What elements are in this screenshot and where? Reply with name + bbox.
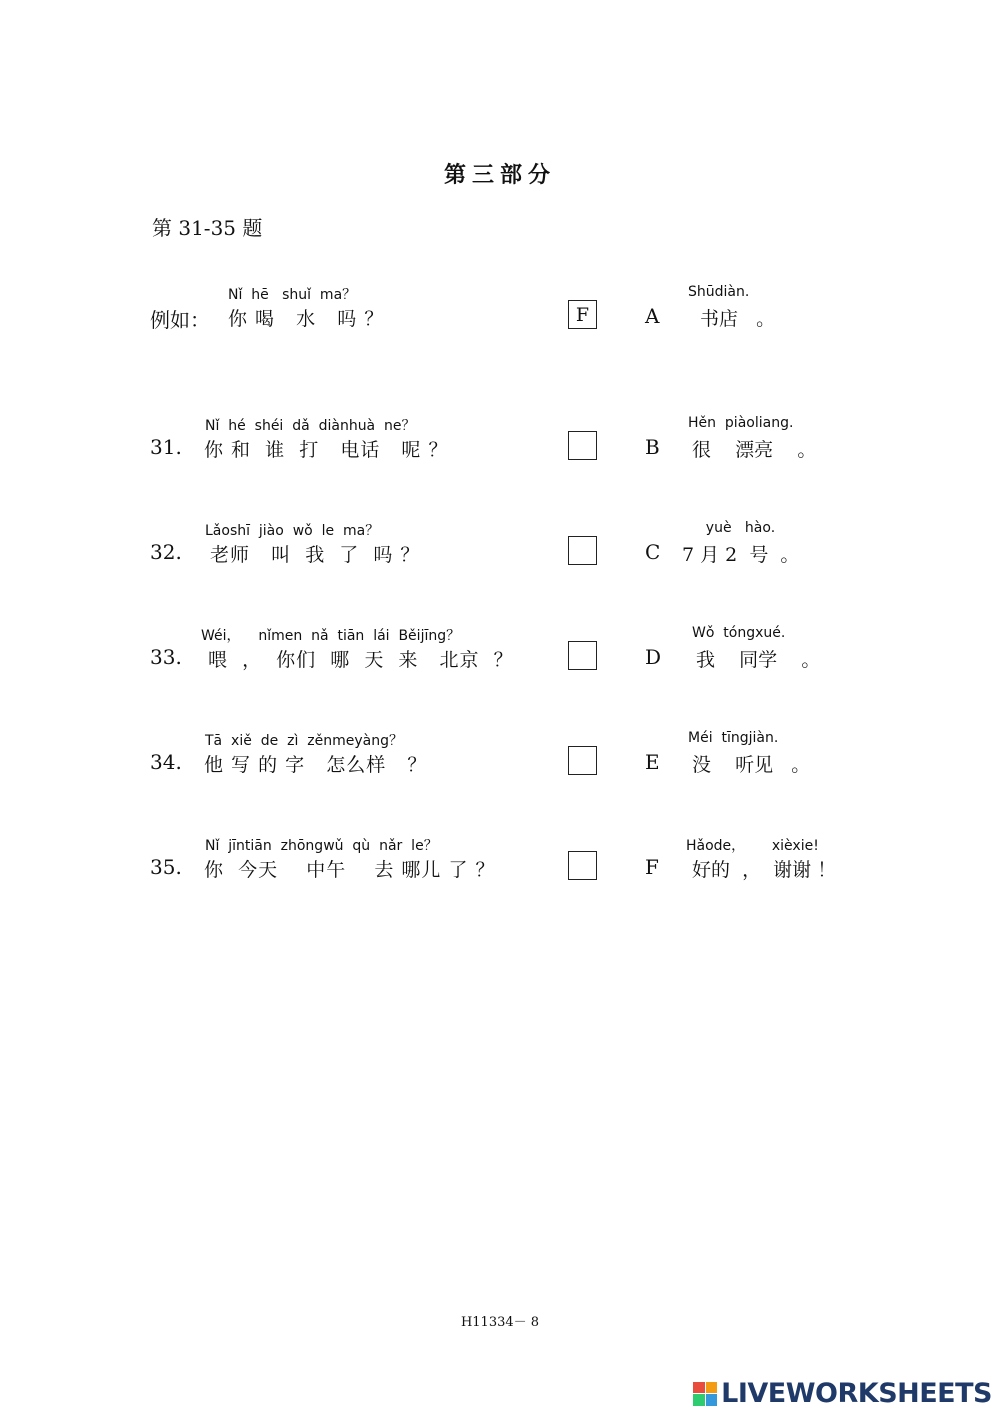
question-row-31	[0, 415, 1000, 485]
question-pinyin: Lǎoshī jiào wǒ le ma？	[205, 523, 380, 539]
option-pinyin-e: Méi tīngjiàn.	[688, 730, 779, 746]
option-letter-d: D	[645, 645, 662, 669]
question-hanzi: 你 今天 中午 去 哪儿 了 ？	[204, 859, 496, 881]
question-pinyin: Wéi， nǐmen nǎ tiān lái Běijīng？	[201, 628, 461, 644]
option-hanzi-f: 好的 ， 谢谢 ！	[692, 859, 837, 881]
section-subtitle: 第 31-35 题	[152, 216, 263, 240]
option-pinyin-b: Hěn piàoliang.	[688, 415, 794, 431]
question-hanzi: 喂 ， 你们 哪 天 来 北京 ？	[208, 649, 514, 671]
example-answer-box: F	[568, 300, 597, 329]
option-letter-c: C	[645, 540, 661, 564]
question-row-35	[0, 835, 1000, 905]
option-letter-f: F	[645, 855, 659, 879]
question-hanzi: 他 写 的 字 怎么样 ？	[204, 754, 428, 776]
question-number: 32.	[150, 540, 182, 564]
logo-mark-icon	[693, 1382, 717, 1406]
question-pinyin: Nǐ jīntiān zhōngwǔ qù nǎr le？	[205, 838, 438, 854]
question-hanzi: 老师 叫 我 了 吗 ？	[210, 544, 421, 566]
question-number: 34.	[150, 750, 182, 774]
logo-text: LIVEWORKSHEETS	[721, 1378, 992, 1409]
option-hanzi-b: 很 漂亮 。	[692, 439, 817, 461]
answer-box-33[interactable]	[568, 641, 597, 670]
question-number: 31.	[150, 435, 182, 459]
question-row-34	[0, 730, 1000, 800]
example-hanzi: 你 喝 水 吗 ？	[228, 308, 385, 330]
question-pinyin: Nǐ hé shéi dǎ diànhuà ne？	[205, 418, 416, 434]
option-letter-b: B	[645, 435, 660, 459]
question-row-33	[0, 625, 1000, 695]
option-hanzi-e: 没 听见 。	[692, 754, 811, 776]
option-pinyin-a: Shūdiàn.	[688, 284, 750, 300]
page-footer: H11334－ 8	[460, 1315, 540, 1330]
option-pinyin-c: yuè hào.	[688, 520, 776, 536]
answer-box-35[interactable]	[568, 851, 597, 880]
option-letter-a: A	[645, 304, 660, 328]
option-pinyin-d: Wǒ tóngxué.	[692, 625, 786, 641]
option-hanzi-a: 书店 。	[700, 308, 776, 330]
answer-box-32[interactable]	[568, 536, 597, 565]
question-hanzi: 你 和 谁 打 电话 呢 ？	[204, 439, 449, 461]
question-number: 35.	[150, 855, 182, 879]
example-label: 例如：	[150, 308, 210, 332]
question-number: 33.	[150, 645, 182, 669]
option-hanzi-d: 我 同学 。	[696, 649, 821, 671]
option-pinyin-f: Hǎode， xièxie!	[686, 838, 819, 854]
question-pinyin: Tā xiě de zì zěnmeyàng？	[205, 733, 403, 749]
page-title: 第三部分	[443, 163, 556, 188]
liveworksheets-logo	[693, 1378, 992, 1409]
example-pinyin: Nǐ hē shuǐ ma？	[228, 287, 357, 303]
answer-box-31[interactable]	[568, 431, 597, 460]
option-letter-e: E	[645, 750, 660, 774]
answer-box-34[interactable]	[568, 746, 597, 775]
option-hanzi-c: 7 月 2 号 。	[682, 544, 800, 566]
question-row-32	[0, 520, 1000, 590]
example-row	[0, 284, 1000, 354]
